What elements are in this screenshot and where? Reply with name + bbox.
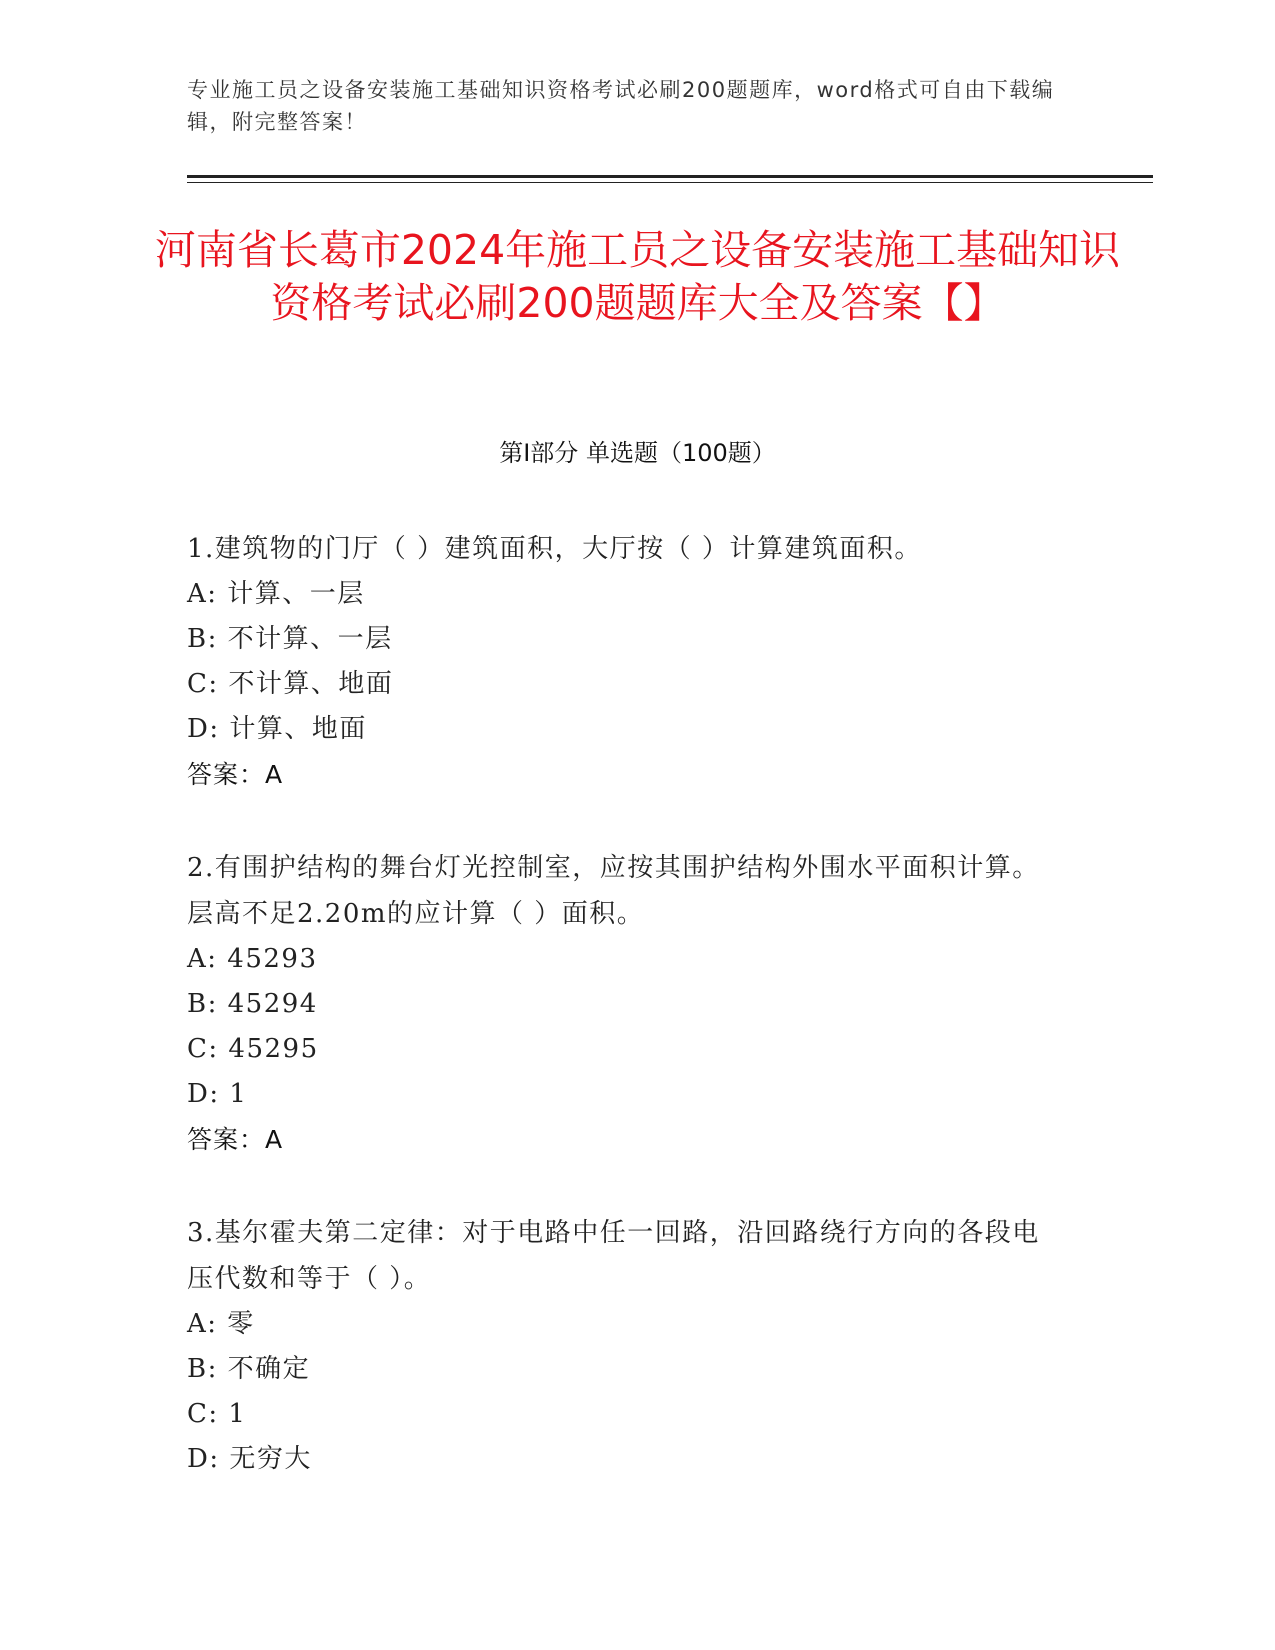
section-heading: 第I部分 单选题（100题） <box>499 439 776 467</box>
question-list <box>187 526 1067 1530</box>
option-d: D: 计算、地面 <box>187 714 367 744</box>
header-rule-thin <box>187 182 1153 183</box>
document-title: 河南省长葛市2024年施工员之设备安装施工基础知识资格考试必刷200题题库大全及答案【】 <box>154 226 1121 327</box>
option-b: B: 45294 <box>187 989 318 1019</box>
question-answer: 答案：A <box>187 1125 284 1154</box>
option-b: B: 不确定 <box>187 1354 311 1384</box>
option-c: C: 不计算、地面 <box>187 669 394 699</box>
question-1 <box>187 526 1067 797</box>
question-2 <box>187 845 1067 1162</box>
question-answer: 答案：A <box>187 760 284 789</box>
option-b: B: 不计算、一层 <box>187 624 393 654</box>
header-note: 专业施工员之设备安装施工基础知识资格考试必刷200题题库，word格式可自由下载编辑，附完整答案！ <box>187 78 1055 134</box>
option-d: D: 1 <box>187 1079 248 1109</box>
question-stem: 2.有围护结构的舞台灯光控制室，应按其围护结构外围水平面积计算。层高不足2.20m的应计算（ ）面积。 <box>187 853 1040 929</box>
option-a: A: 计算、一层 <box>187 579 365 609</box>
header-rule-thick <box>187 175 1153 178</box>
option-a: A: 零 <box>187 1309 255 1339</box>
option-c: C: 45295 <box>187 1034 319 1064</box>
question-stem: 1.建筑物的门厅（ ）建筑面积，大厅按（ ）计算建筑面积。 <box>187 534 922 564</box>
option-d: D: 无穷大 <box>187 1444 312 1474</box>
option-c: C: 1 <box>187 1399 247 1429</box>
question-3 <box>187 1210 1067 1482</box>
question-stem: 3.基尔霍夫第二定律：对于电路中任一回路，沿回路绕行方向的各段电压代数和等于（ ）。 <box>187 1218 1040 1294</box>
option-a: A: 45293 <box>187 944 318 974</box>
